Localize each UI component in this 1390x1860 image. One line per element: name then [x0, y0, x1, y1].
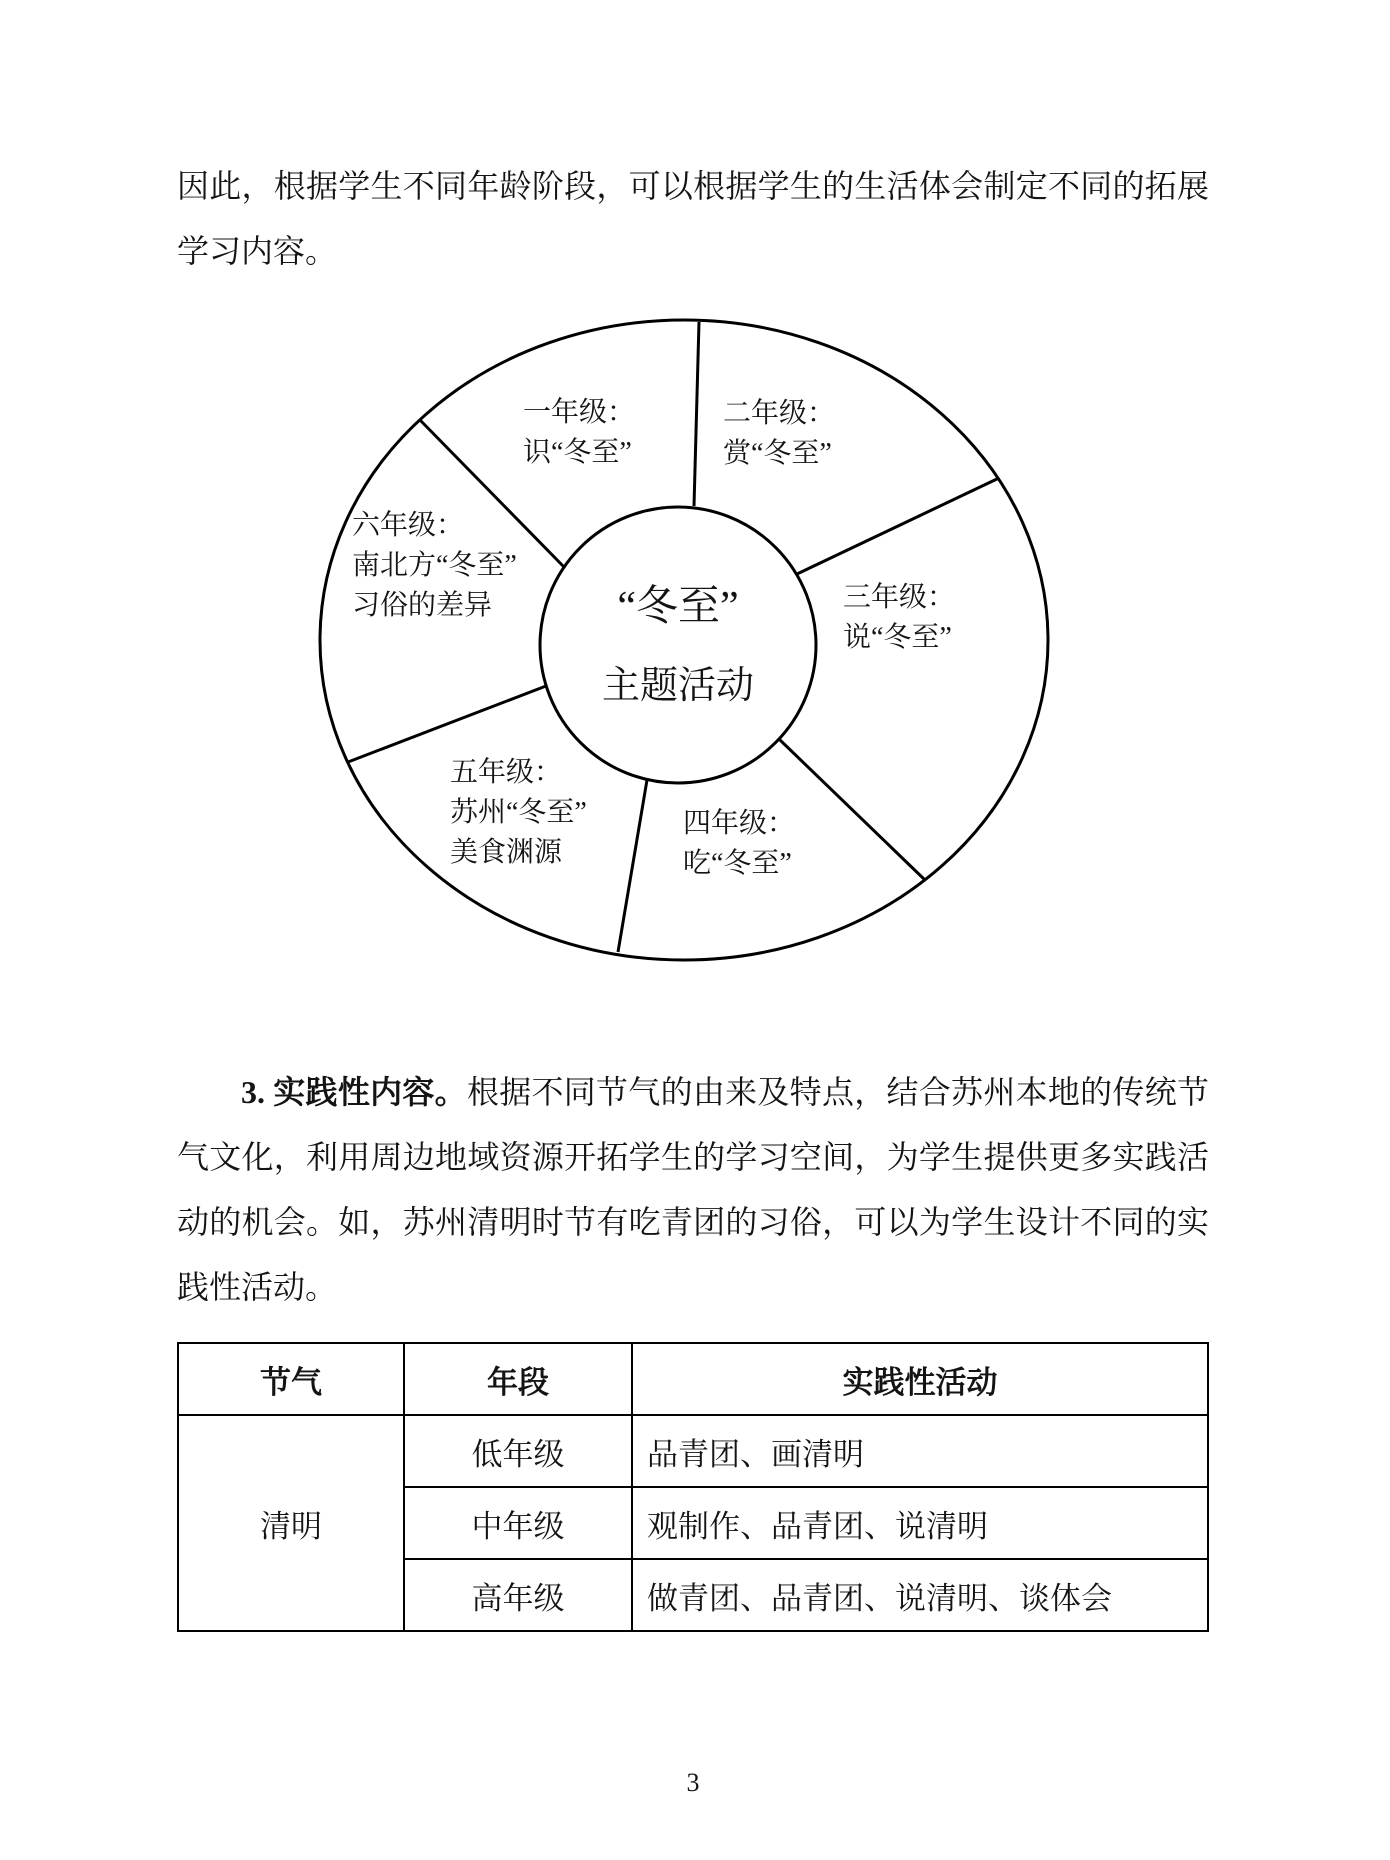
- table-row: [178, 1415, 1208, 1487]
- segment-divider: [780, 740, 925, 880]
- table-header-grade: 年段: [404, 1343, 632, 1415]
- segment-label-line: 赏“冬至”: [723, 438, 832, 469]
- segment-label-line: 南北方“冬至”: [352, 550, 517, 581]
- paragraph-line: 动的机会。如，苏州清明时节有吃青团的习俗，可以为学生设计不同的实: [177, 1204, 1209, 1240]
- cell-grade-mid: 中年级: [404, 1487, 632, 1559]
- segment-label-grade6: [352, 506, 517, 626]
- segment-label-line: 习俗的差异: [352, 590, 493, 621]
- segment-divider: [694, 322, 699, 506]
- segment-label-line: 一年级：: [523, 397, 636, 428]
- paragraph-line: 学习内容。: [177, 233, 338, 269]
- cell-grade-high: 高年级: [404, 1559, 632, 1631]
- practice-paragraph: [177, 1060, 1209, 1320]
- segment-label-line: 六年级：: [352, 510, 465, 541]
- table-header-solar-term: 节气: [178, 1343, 404, 1415]
- cell-solar-term: 清明: [178, 1415, 404, 1631]
- cell-activities-low: 品青团、画清明: [632, 1415, 1208, 1487]
- paragraph-line-rest: 根据不同节气的由来及特点，结合苏州本地的传统节: [466, 1074, 1209, 1110]
- diagram-center-title: “冬至”: [617, 584, 739, 630]
- segment-label-grade1: [523, 393, 635, 473]
- segment-label-line: 说“冬至”: [843, 622, 952, 653]
- paragraph-line: [177, 1060, 1209, 1125]
- segment-divider: [348, 686, 546, 762]
- paragraph-line: 因此，根据学生不同年龄阶段，可以根据学生的生活体会制定不同的拓展: [177, 168, 1209, 204]
- paragraph-line: 气文化，利用周边地域资源开拓学生的学习空间，为学生提供更多实践活: [177, 1139, 1209, 1175]
- table-header-row: [178, 1343, 1208, 1415]
- page-number: 3: [686, 1768, 700, 1797]
- paragraph-lead-bold: 3. 实践性内容。: [241, 1074, 467, 1110]
- cell-activities-mid: 观制作、品青团、说清明: [632, 1487, 1208, 1559]
- segment-label-line: 四年级：: [683, 808, 796, 839]
- segment-label-grade2: [723, 394, 835, 474]
- cell-grade-low: 低年级: [404, 1415, 632, 1487]
- cell-activities-high: 做青团、品青团、说清明、谈体会: [632, 1559, 1208, 1631]
- segment-label-line: 五年级：: [450, 757, 563, 788]
- segment-label-line: 美食渊源: [450, 837, 563, 868]
- segment-label-line: 苏州“冬至”: [450, 797, 587, 828]
- table-header-activities: 实践性活动: [632, 1343, 1208, 1415]
- segment-label-grade3: [843, 578, 955, 658]
- segment-label-line: 三年级：: [843, 582, 956, 613]
- segment-label-line: 二年级：: [723, 398, 836, 429]
- segment-label-line: 识“冬至”: [523, 437, 632, 468]
- paragraph-line: 践性活动。: [177, 1269, 338, 1305]
- segment-divider: [797, 478, 999, 574]
- segment-label-grade5: [450, 753, 587, 873]
- diagram-center-label: [528, 585, 828, 706]
- diagram-center-subtitle: 主题活动: [601, 665, 754, 707]
- segment-label-grade4: [683, 804, 795, 884]
- segment-divider: [618, 780, 647, 952]
- segment-label-line: 吃“冬至”: [683, 848, 792, 879]
- practice-activities-table: [177, 1342, 1209, 1632]
